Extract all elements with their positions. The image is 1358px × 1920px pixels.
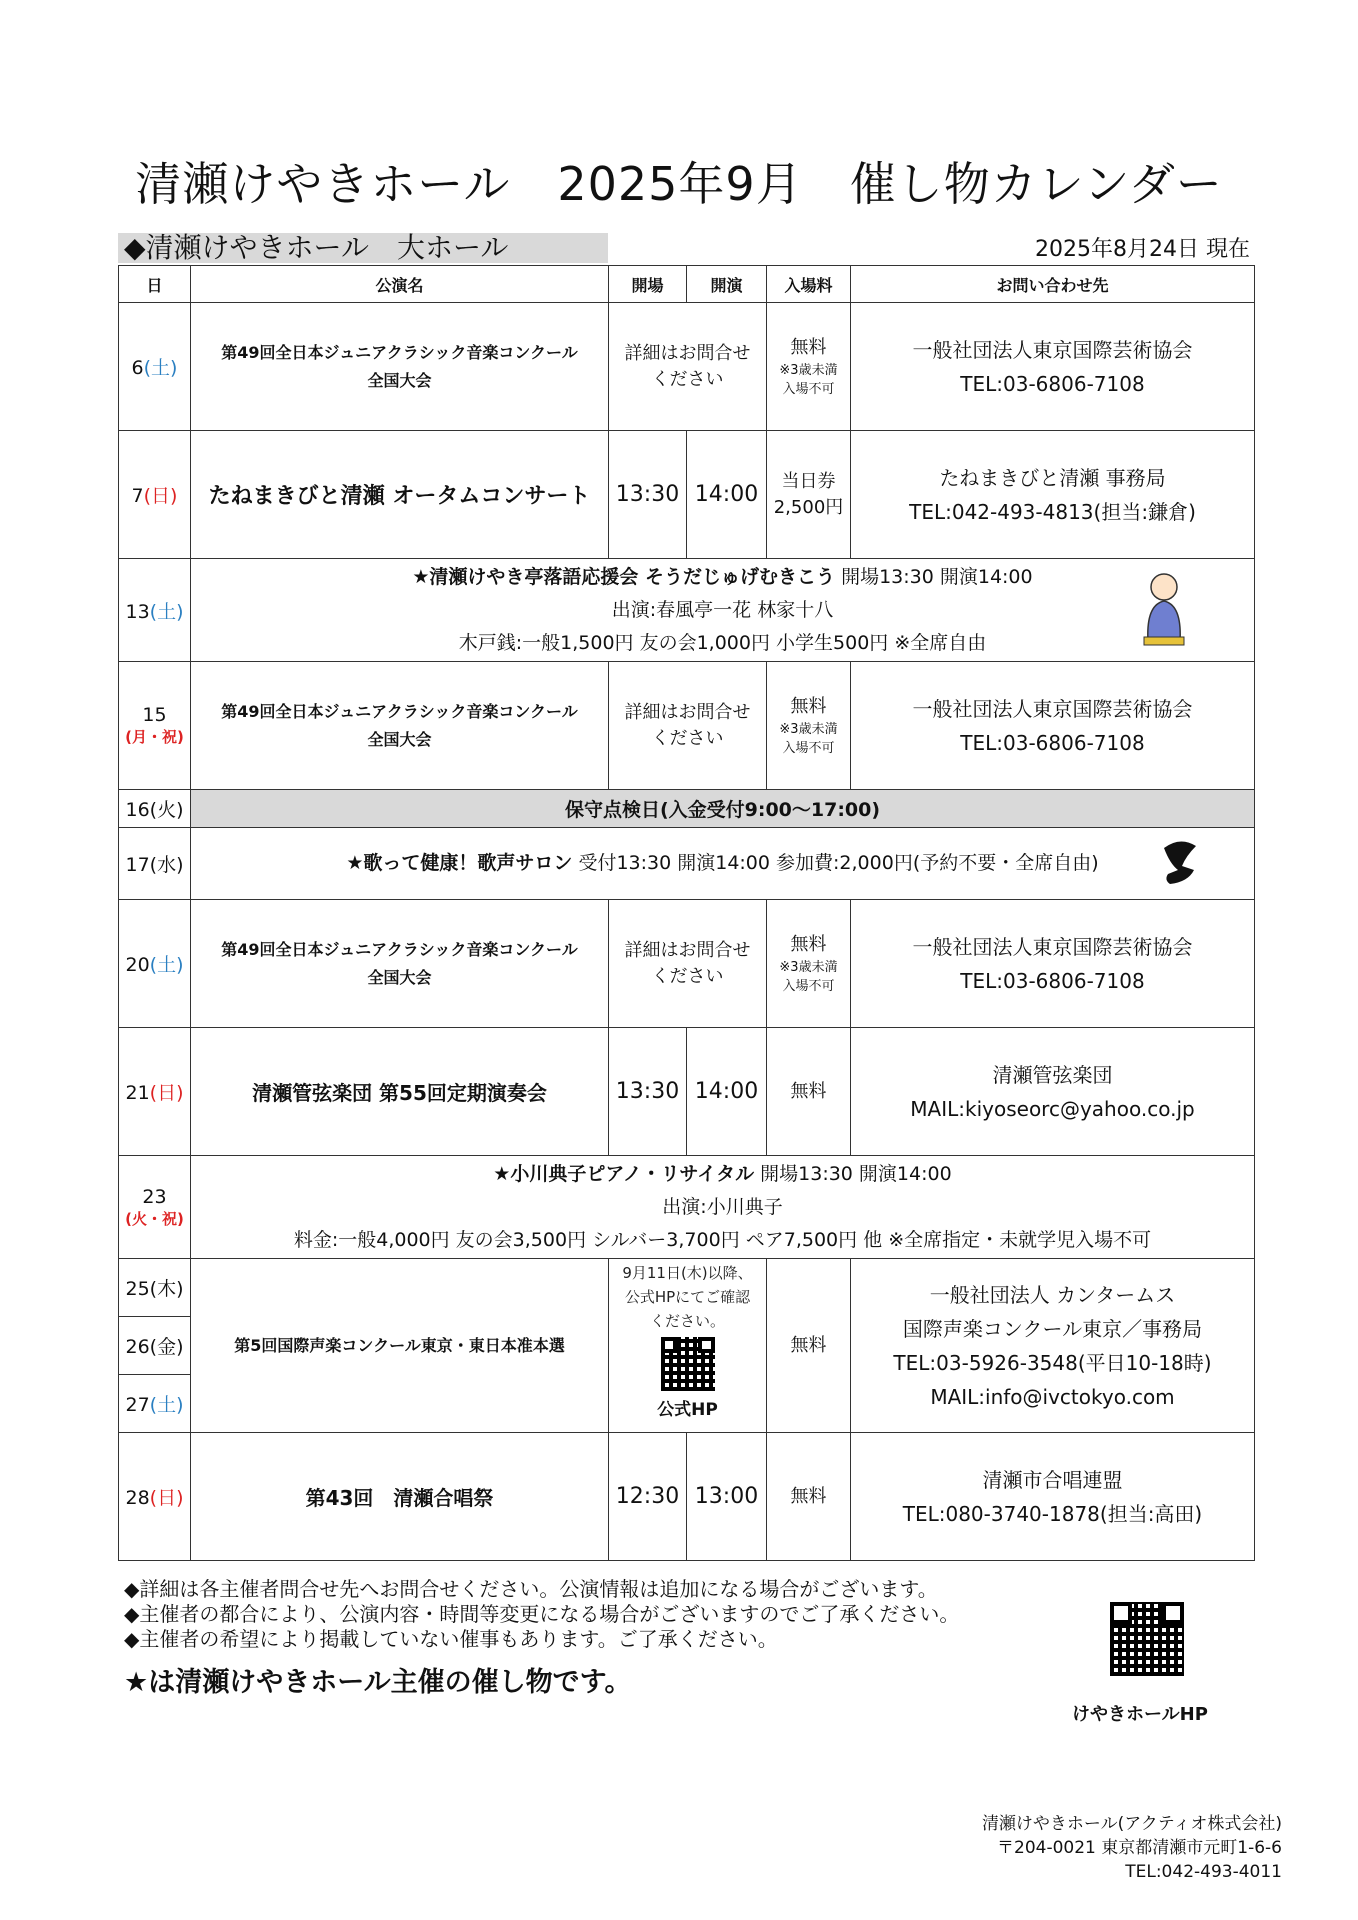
contact-cell: 清瀬管弦楽団 MAIL:kiyoseorc@yahoo.co.jp xyxy=(851,1028,1255,1156)
contact-cell: 一般社団法人東京国際芸術協会 TEL:03-6806-7108 xyxy=(851,662,1255,790)
fee-cell: 無料 ※3歳未満 入場不可 xyxy=(767,662,851,790)
singer-illustration xyxy=(1156,836,1204,890)
fee-cell: 無料 ※3歳未満 入場不可 xyxy=(767,900,851,1028)
street-address: 〒204-0021 東京都清瀬市元町1-6-6 xyxy=(997,1838,1282,1858)
header-day: 日 xyxy=(119,266,191,303)
start-time: 14:00 xyxy=(687,1028,767,1156)
as-of-date: 2025年8月24日 現在 xyxy=(1035,237,1250,262)
open-time: 13:30 xyxy=(609,431,687,559)
table-row xyxy=(119,431,1255,559)
header-event: 公演名 xyxy=(191,266,609,303)
fee-cell: 無料 xyxy=(767,1433,851,1561)
time-note-cell: 9月11日(木)以降、 公式HPにてご確認 ください。 公式HP xyxy=(609,1259,767,1433)
header-start: 開演 xyxy=(687,266,767,303)
day-cell: 27(土) xyxy=(119,1375,191,1433)
footer-notes xyxy=(124,1577,959,1652)
fee-cell: 無料 ※3歳未満 入場不可 xyxy=(767,303,851,431)
fee-cell: 無料 xyxy=(767,1028,851,1156)
day-cell: 28(日) xyxy=(119,1433,191,1561)
event-calendar-table xyxy=(118,265,1255,1561)
day-cell: 15 (月・祝) xyxy=(119,662,191,790)
event-name: 清瀬管弦楽団 第55回定期演奏会 xyxy=(191,1028,609,1156)
qr-label: けやきホールHP xyxy=(1072,1704,1208,1725)
contact-cell: 一般社団法人東京国際芸術協会 TEL:03-6806-7108 xyxy=(851,303,1255,431)
table-row xyxy=(119,790,1255,828)
event-name: 第5回国際声楽コンクール東京・東日本准本選 xyxy=(191,1259,609,1433)
day-cell: 25(木) xyxy=(119,1259,191,1317)
open-time: 13:30 xyxy=(609,1028,687,1156)
note-line: ◆主催者の希望により掲載していない催事もあります。ご了承ください。 xyxy=(124,1627,778,1651)
day-cell: 6(土) xyxy=(119,303,191,431)
day-cell: 7(日) xyxy=(119,431,191,559)
start-time: 13:00 xyxy=(687,1433,767,1561)
section-header: ◆清瀬けやきホール 大ホール xyxy=(118,233,608,263)
event-name: 第49回全日本ジュニアクラシック音楽コンクール 全国大会 xyxy=(191,303,609,431)
fee-cell: 無料 xyxy=(767,1259,851,1433)
table-row xyxy=(119,1433,1255,1561)
maintenance-cell: 保守点検日(入金受付9:00～17:00) xyxy=(191,790,1255,828)
rakugo-illustration xyxy=(1138,571,1190,649)
official-hp-label: 公式HP xyxy=(657,1400,718,1420)
event-wide-cell: ★小川典子ピアノ・リサイタル 開場13:30 開演14:00 出演:小川典子 料金:一般4,000円 友の会3,500円 シルバー3,700円 ペア7,500円 他 ※全席指定・未就学児入場不可 xyxy=(191,1156,1255,1259)
contact-cell: 一般社団法人東京国際芸術協会 TEL:03-6806-7108 xyxy=(851,900,1255,1028)
header-fee: 入場料 xyxy=(767,266,851,303)
event-wide-cell: ★清瀬けやき亭落語応援会 そうだじゅげむきこう 開場13:30 開演14:00 出演:春風亭一花 林家十八 木戸銭:一般1,500円 友の会1,000円 小学生500円 ※全席自由 xyxy=(191,559,1255,662)
org-name: 清瀬けやきホール(アクティオ株式会社) xyxy=(981,1814,1282,1834)
note-line: ◆主催者の都合により、公演内容・時間等変更になる場合がございますのでご了承ください。 xyxy=(124,1602,960,1626)
address-block xyxy=(982,1812,1282,1884)
table-row xyxy=(119,1156,1255,1259)
note-line: ◆詳細は各主催者問合せ先へお問合せください。公演情報は追加になる場合がございます。 xyxy=(124,1577,938,1601)
fee-cell: 当日券 2,500円 xyxy=(767,431,851,559)
table-row xyxy=(119,662,1255,790)
start-time: 14:00 xyxy=(687,431,767,559)
day-cell: 13(土) xyxy=(119,559,191,662)
time-cell: 詳細はお問合せ ください xyxy=(609,303,767,431)
contact-cell: たねまきびと清瀬 事務局 TEL:042-493-4813(担当:鎌倉) xyxy=(851,431,1255,559)
table-row xyxy=(119,828,1255,900)
star-note: ★は清瀬けやきホール主催の催し物です。 xyxy=(124,1667,632,1698)
header-contact: お問い合わせ先 xyxy=(851,266,1255,303)
table-row xyxy=(119,559,1255,662)
day-cell: 26(金) xyxy=(119,1317,191,1375)
phone: TEL:042-493-4011 xyxy=(1125,1862,1282,1882)
time-cell: 詳細はお問合せ ください xyxy=(609,662,767,790)
contact-cell: 一般社団法人 カンタームス 国際声楽コンクール東京／事務局 TEL:03-5926-3548(平日10-18時) MAIL:info@ivctokyo.com xyxy=(851,1259,1255,1433)
day-cell: 21(日) xyxy=(119,1028,191,1156)
table-row xyxy=(119,1259,1255,1317)
official-hp-qr-code[interactable] xyxy=(661,1337,715,1391)
table-row xyxy=(119,303,1255,431)
hall-hp-qr-code[interactable] xyxy=(1110,1602,1184,1676)
event-name: 第43回 清瀬合唱祭 xyxy=(191,1433,609,1561)
table-row xyxy=(119,1028,1255,1156)
header-row xyxy=(119,266,1255,303)
contact-cell: 清瀬市合唱連盟 TEL:080-3740-1878(担当:高田) xyxy=(851,1433,1255,1561)
event-name: 第49回全日本ジュニアクラシック音楽コンクール 全国大会 xyxy=(191,662,609,790)
header-open: 開場 xyxy=(609,266,687,303)
event-wide-cell: ★歌って健康！歌声サロン 受付13:30 開演14:00 参加費:2,000円(予約不要・全席自由) xyxy=(191,828,1255,900)
time-cell: 詳細はお問合せ ください xyxy=(609,900,767,1028)
day-cell: 23 (火・祝) xyxy=(119,1156,191,1259)
day-cell: 20(土) xyxy=(119,900,191,1028)
day-cell: 16(火) xyxy=(119,790,191,828)
event-name: たねまきびと清瀬 オータムコンサート xyxy=(191,431,609,559)
page-title: 清瀬けやきホール 2025年9月 催し物カレンダー xyxy=(135,157,1223,211)
day-cell: 17(水) xyxy=(119,828,191,900)
open-time: 12:30 xyxy=(609,1433,687,1561)
table-row xyxy=(119,900,1255,1028)
event-name: 第49回全日本ジュニアクラシック音楽コンクール 全国大会 xyxy=(191,900,609,1028)
